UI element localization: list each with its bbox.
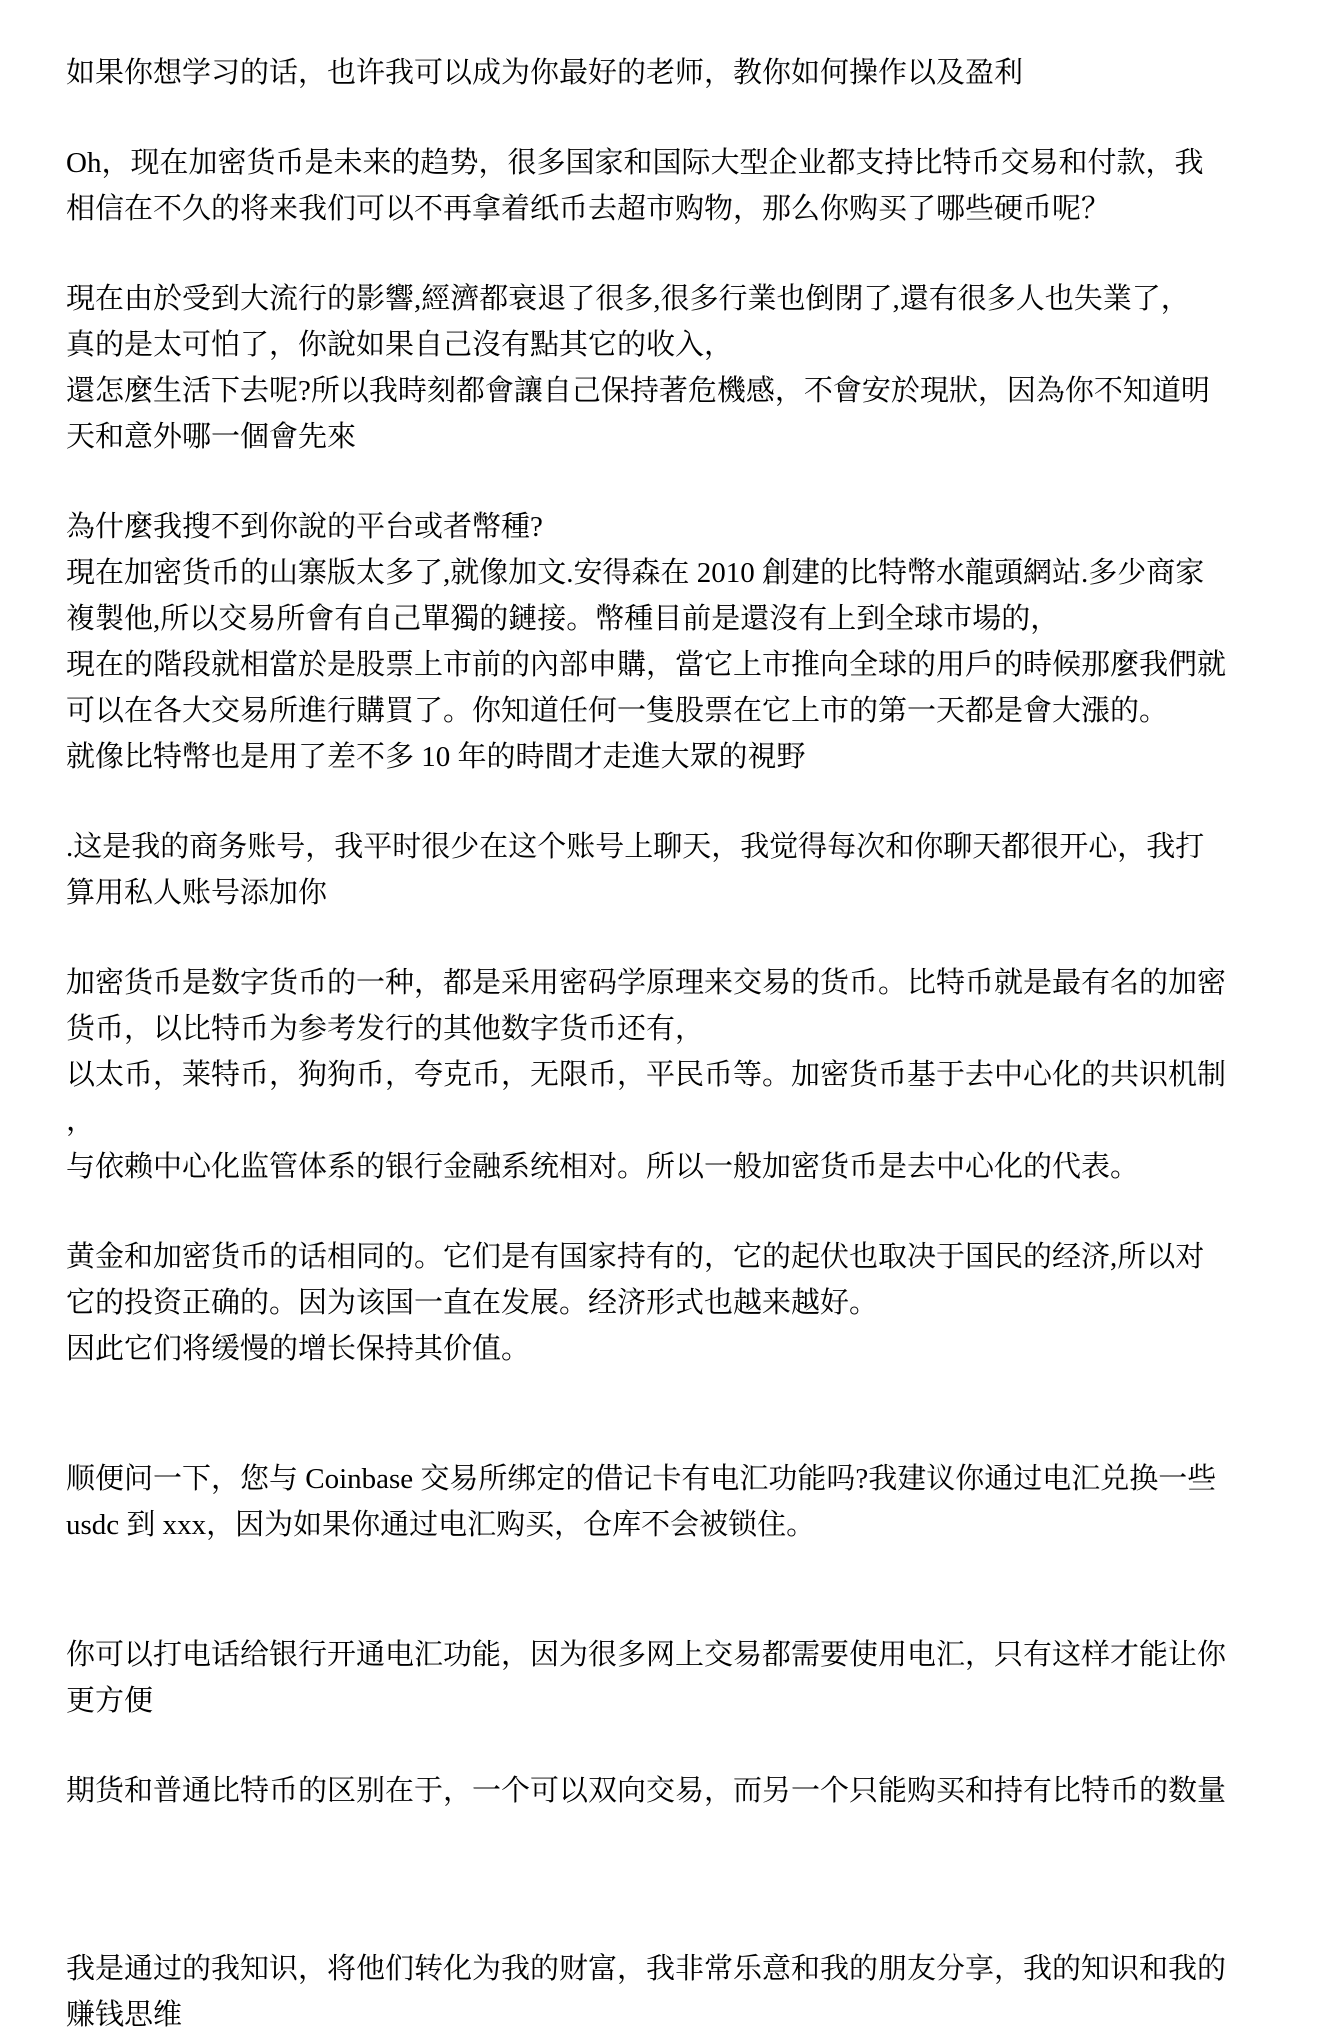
text-line: 現在由於受到大流行的影響,經濟都衰退了很多,很多行業也倒閉了,還有很多人也失業了， <box>66 283 1190 315</box>
paragraph <box>66 1768 1257 1814</box>
text-line: 黄金和加密货币的话相同的。它们是有国家持有的，它的起伏也取决于国民的经济,所以对 <box>66 1241 1205 1273</box>
text-line: 算用私人账号添加你 <box>66 877 328 909</box>
paragraph <box>66 140 1257 232</box>
text-line: 複製他,所以交易所會有自己單獨的鏈接。幣種目前是還沒有上到全球市場的， <box>66 603 1060 635</box>
paragraph <box>66 504 1257 780</box>
text-line: 現在加密货币的山寨版太多了,就像加文.安得森在 2010 創建的比特幣水龍頭網站.多少商家 <box>66 557 1205 589</box>
text-line: 還怎麼生活下去呢?所以我時刻都會讓自己保持著危機感，不會安於現狀，因為你不知道明 <box>66 375 1210 407</box>
paragraph <box>66 276 1257 460</box>
text-line: 加密货币是数字货币的一种，都是采用密码学原理来交易的货币。比特币就是最有名的加密 <box>66 967 1227 999</box>
paragraph <box>66 1456 1257 1548</box>
text-line: 与依赖中心化监管体系的银行金融系统相对。所以一般加密货币是去中心化的代表。 <box>66 1151 1140 1183</box>
text-line: 因此它们将缓慢的增长保持其价值。 <box>66 1333 531 1365</box>
paragraph <box>66 1946 1257 2038</box>
text-line: 我是通过的我知识，将他们转化为我的财富，我非常乐意和我的朋友分享，我的知识和我的 <box>66 1953 1227 1985</box>
text-line: 天和意外哪一個會先來 <box>66 421 357 453</box>
paragraph <box>66 1234 1257 1372</box>
text-line: 可以在各大交易所進行購買了。你知道任何一隻股票在它上市的第一天都是會大漲的。 <box>66 695 1169 727</box>
paragraph <box>66 960 1257 1190</box>
text-line: 就像比特幣也是用了差不多 10 年的時間才走進大眾的視野 <box>66 741 806 773</box>
text-line: 相信在不久的将来我们可以不再拿着纸币去超市购物，那么你购买了哪些硬币呢？ <box>66 193 1111 225</box>
text-line: 货币，以比特币为参考发行的其他数字货币还有， <box>66 1013 705 1045</box>
paragraph <box>66 50 1257 96</box>
text-line: 更方便 <box>66 1685 154 1717</box>
text-line: usdc 到 xxx，因为如果你通过电汇购买，仓库不会被锁住。 <box>66 1509 816 1541</box>
text-line: .这是我的商务账号，我平时很少在这个账号上聊天，我觉得每次和你聊天都很开心，我打 <box>66 831 1205 863</box>
text-line: 以太币，莱特币，狗狗币，夸克币，无限币，平民币等。加密货币基于去中心化的共识机制 ， <box>66 1059 1234 1137</box>
text-line: 赚钱思维 <box>66 1999 183 2031</box>
text-line: 它的投资正确的。因为该国一直在发展。经济形式也越来越好。 <box>66 1287 879 1319</box>
text-line: 顺便问一下，您与 Coinbase 交易所绑定的借记卡有电汇功能吗?我建议你通过电汇兑换一些 <box>66 1463 1217 1495</box>
text-line: Oh，现在加密货币是未来的趋势，很多国家和国际大型企业都支持比特币交易和付款，我 <box>66 147 1204 179</box>
paragraph <box>66 1632 1257 1724</box>
text-line: 你可以打电话给银行开通电汇功能，因为很多网上交易都需要使用电汇，只有这样才能让你 <box>66 1639 1227 1671</box>
text-line: 現在的階段就相當於是股票上市前的內部申購，當它上市推向全球的用戶的時候那麼我們就 <box>66 649 1227 681</box>
text-line: 為什麼我搜不到你說的平台或者幣種? <box>66 511 543 543</box>
text-line: 如果你想学习的话，也许我可以成为你最好的老师，教你如何操作以及盈利 <box>66 57 1024 89</box>
text-line: 真的是太可怕了，你說如果自己沒有點其它的收入， <box>66 329 734 361</box>
paragraph <box>66 824 1257 916</box>
text-line: 期货和普通比特币的区别在于，一个可以双向交易，而另一个只能购买和持有比特币的数量 <box>66 1775 1227 1807</box>
